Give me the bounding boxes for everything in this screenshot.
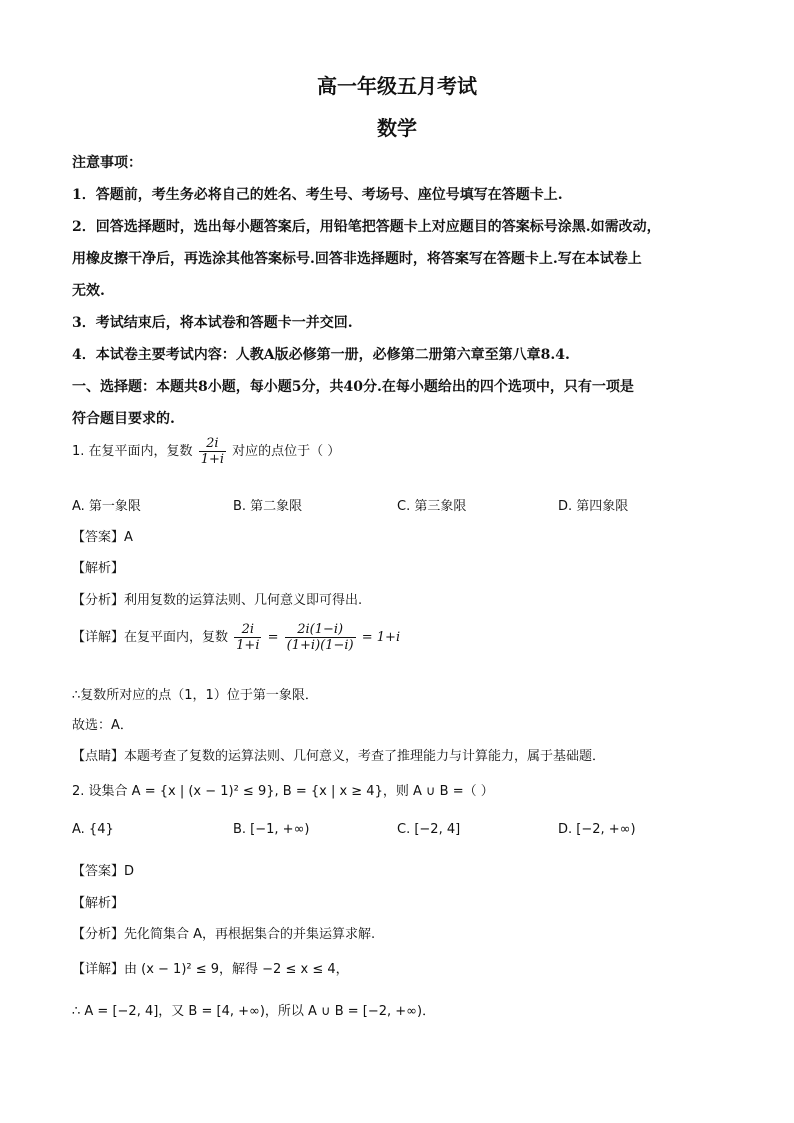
q1-fraction [199,436,226,467]
note-item-2-end: 无效. [72,283,105,299]
q2-option-a: A. {4} [72,822,114,837]
q2-xiangjie: 【详解】由 (x − 1)² ≤ 9，解得 −2 ≤ x ≤ 4， [72,962,349,977]
q1-answer: 【答案】A [72,530,133,545]
subject-title: 数学 [377,116,417,140]
note-item-2: 2．回答选择题时，选出每小题答案后，用铅笔把答题卡上对应题目的答案标号涂黑.如需改动， [72,219,661,235]
q1-xiangjie-prefix: 【详解】在复平面内，复数 [72,630,229,645]
q1-suffix: 对应的点位于（ ） [232,444,341,459]
q1-option-d: D. 第四象限 [558,499,629,514]
q2-option-d: D. [−2, +∞) [558,822,636,837]
q1-frac-den: 1+i [200,452,225,467]
q1-xiangjie [72,622,400,653]
q1-xj-eq: = [267,630,279,645]
q2-conclusion: ∴ A = [−2, 4]，又 B = [4, +∞)，所以 A ∪ B = [−2, +∞)． [72,1004,436,1019]
q1-xj-f1-num: 2i [234,622,261,638]
note-item-1: 1．答题前，考生务必将自己的姓名、考生号、考场号、座位号填写在答题卡上. [72,187,563,203]
q1-xiangjie-frac-2 [285,622,356,653]
q1-option-b: B. 第二象限 [233,499,303,514]
q1-fenxi: 【分析】利用复数的运算法则、几何意义即可得出. [72,593,363,608]
q1-xj-f1-den: 1+i [236,638,260,653]
q1-option-c: C. 第三象限 [397,499,467,514]
question-1-stem [72,436,340,467]
q1-xj-f2-num: 2i(1−i) [285,622,356,638]
q1-choice: 故选：A． [72,718,133,733]
exam-title: 高一年级五月考试 [317,74,477,98]
q1-therefore: ∴复数所对应的点（1，1）位于第一象限． [72,688,318,703]
q2-answer: 【答案】D [72,864,135,879]
q1-xj-result: = 1+i [361,630,401,645]
q1-analysis-tag: 【解析】 [72,561,125,576]
note-item-2-cont: 用橡皮擦干净后，再选涂其他答案标号.回答非选择题时，将答案写在答题卡上.写在本试卷上 [72,251,642,267]
section-heading: 一、选择题：本题共8小题，每小题5分，共40分.在每小题给出的四个选项中，只有一项是 [72,379,634,395]
q1-frac-num: 2i [199,436,226,452]
q1-prefix: 1. 在复平面内，复数 [72,444,193,459]
q1-xj-f2-den: (1+i)(1−i) [286,638,354,653]
note-item-3: 3．考试结束后，将本试卷和答题卡一并交回. [72,315,353,331]
q2-fenxi: 【分析】先化简集合 A，再根据集合的并集运算求解. [72,927,376,942]
notes-heading: 注意事项： [72,155,142,171]
q1-comment: 【点睛】本题考查了复数的运算法则、几何意义，考查了推理能力与计算能力，属于基础题． [72,749,606,764]
note-item-4: 4．本试卷主要考试内容：人教A版必修第一册，必修第二册第六章至第八章8.4. [72,347,570,363]
q1-xiangjie-frac-1 [234,622,261,653]
q2-option-c: C. [−2, 4] [397,822,461,837]
section-heading-cont: 符合题目要求的. [72,411,175,427]
question-2-stem: 2. 设集合 A = {x | (x − 1)² ≤ 9}, B = {x | x ≥ 4}，则 A ∪ B =（ ） [72,784,494,799]
q2-option-b: B. [−1, +∞) [233,822,310,837]
q1-option-a: A. 第一象限 [72,499,141,514]
q2-analysis-tag: 【解析】 [72,896,125,911]
